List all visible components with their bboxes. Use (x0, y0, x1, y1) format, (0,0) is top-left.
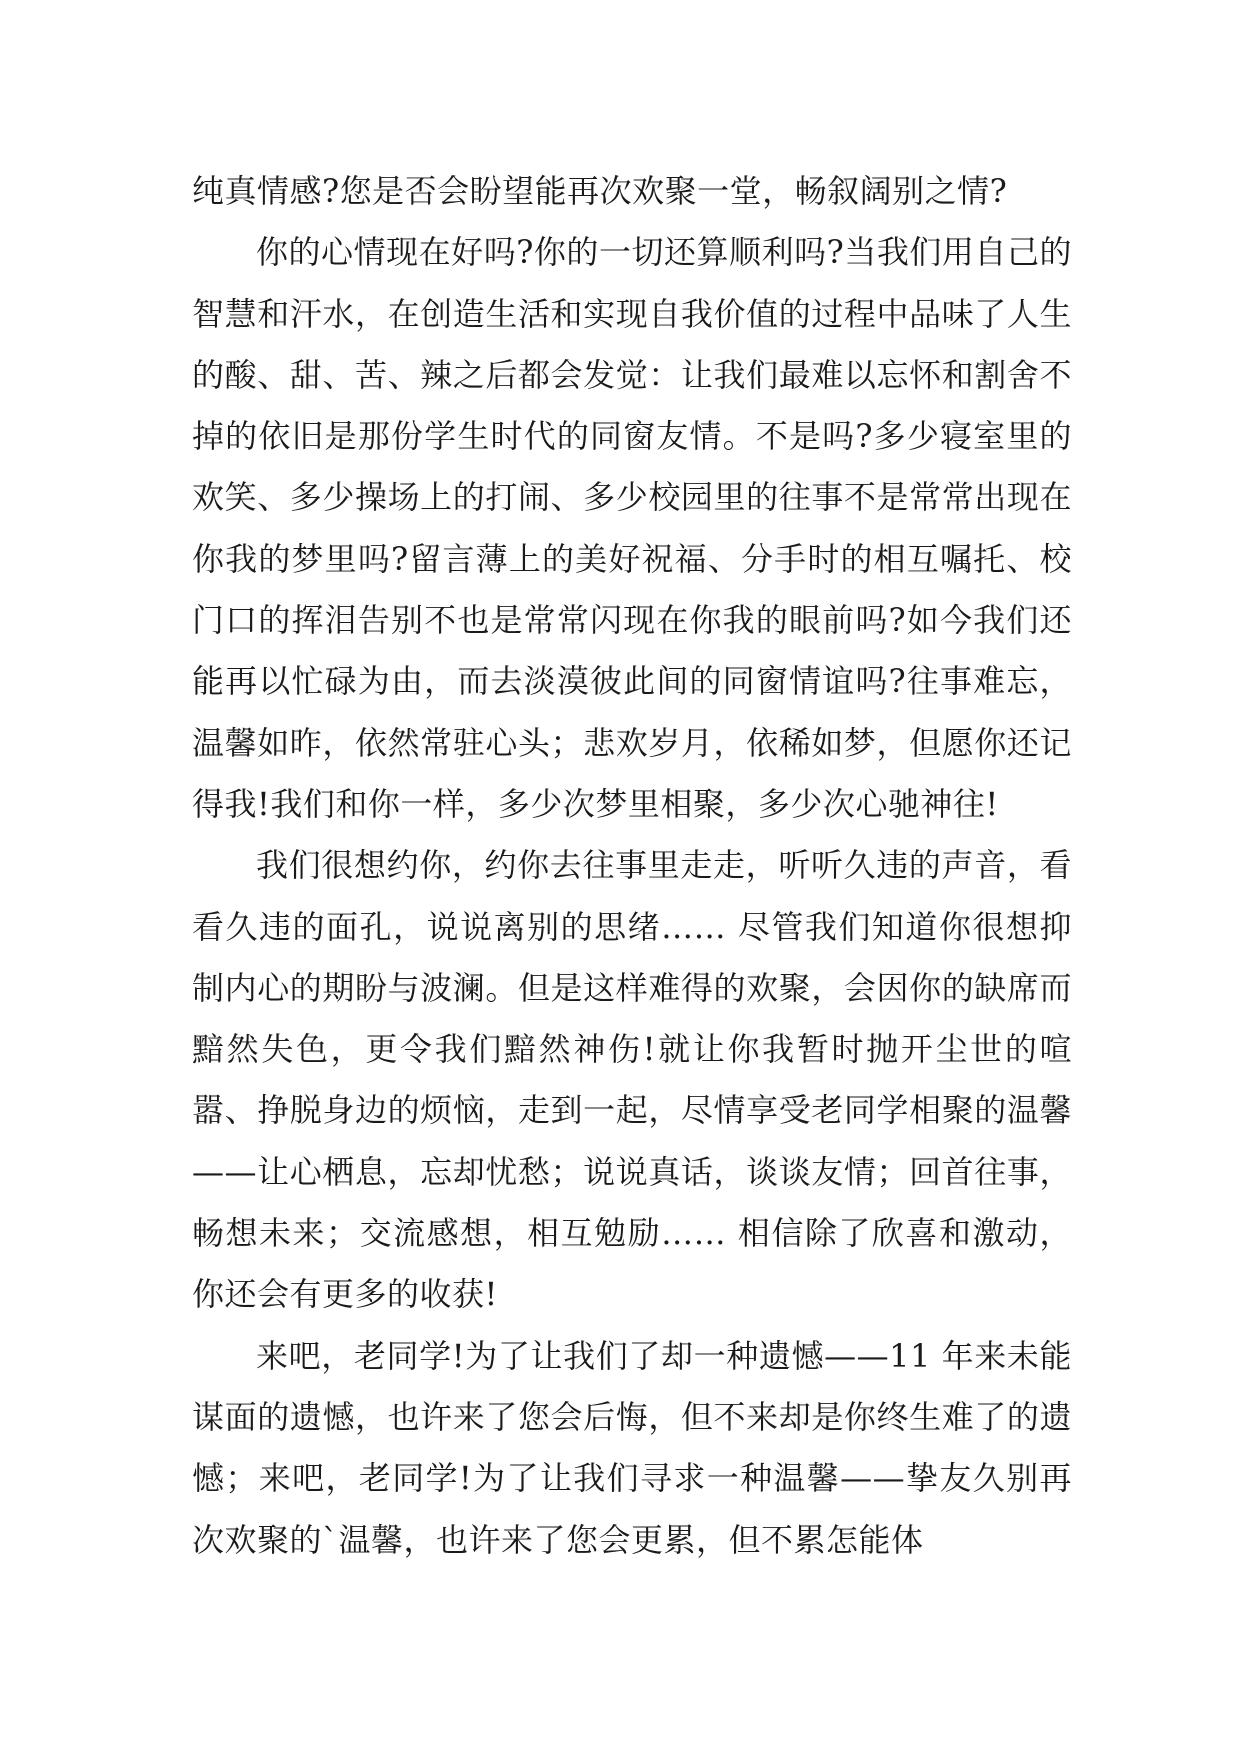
paragraph-2: 你的心情现在好吗?你的一切还算顺利吗?当我们用自己的智慧和汗水，在创造生活和实现自我价值的过程中品味了人生的酸、甜、苦、辣之后都会发觉：让我们最难以忘怀和割舍不掉的依旧是那份学生时代的同窗友情。不是吗?多少寝室里的欢笑、多少操场上的打闹、多少校园里的往事不是常常出现在你我的梦里吗?留言薄上的美好祝福、分手时的相互嘱托、校门口的挥泪告别不也是常常闪现在你我的眼前吗?如今我们还能再以忙碌为由，而去淡漠彼此间的同窗情谊吗?往事难忘，温馨如昨，依然常驻心头；悲欢岁月，依稀如梦，但愿你还记得我!我们和你一样，多少次梦里相聚，多少次心驰神往! (192, 233, 1072, 823)
paragraph-4: 来吧，老同学!为了让我们了却一种遗憾——11 年来未能谋面的遗憾，也许来了您会后悔，但不来却是你终生难了的遗憾；来吧，老同学!为了让我们寻求一种温馨——挚友久别再次欢聚的`温馨，也许来了您会更累，但不累怎能体 (192, 1336, 1072, 1559)
paragraph-1: 纯真情感?您是否会盼望能再次欢聚一堂，畅叙阔别之情? (192, 172, 1008, 210)
paragraph-3: 我们很想约你，约你去往事里走走，听听久违的声音，看看久违的面孔，说说离别的思绪…… 尽管我们知道你很想抑制内心的期盼与波澜。但是这样难得的欢聚，会因你的缺席而黯然失色，更令我们黯然神伤!就让你我暂时抛开尘世的喧嚣、挣脱身边的烦恼，走到一起，尽情享受老同学相聚的温馨——让心栖息，忘却忧愁；说说真话，谈谈友情；回首往事，畅想未来；交流感想，相互勉励…… 相信除了欣喜和激动，你还会有更多的收获! (192, 846, 1072, 1314)
document-body (192, 161, 1072, 1571)
